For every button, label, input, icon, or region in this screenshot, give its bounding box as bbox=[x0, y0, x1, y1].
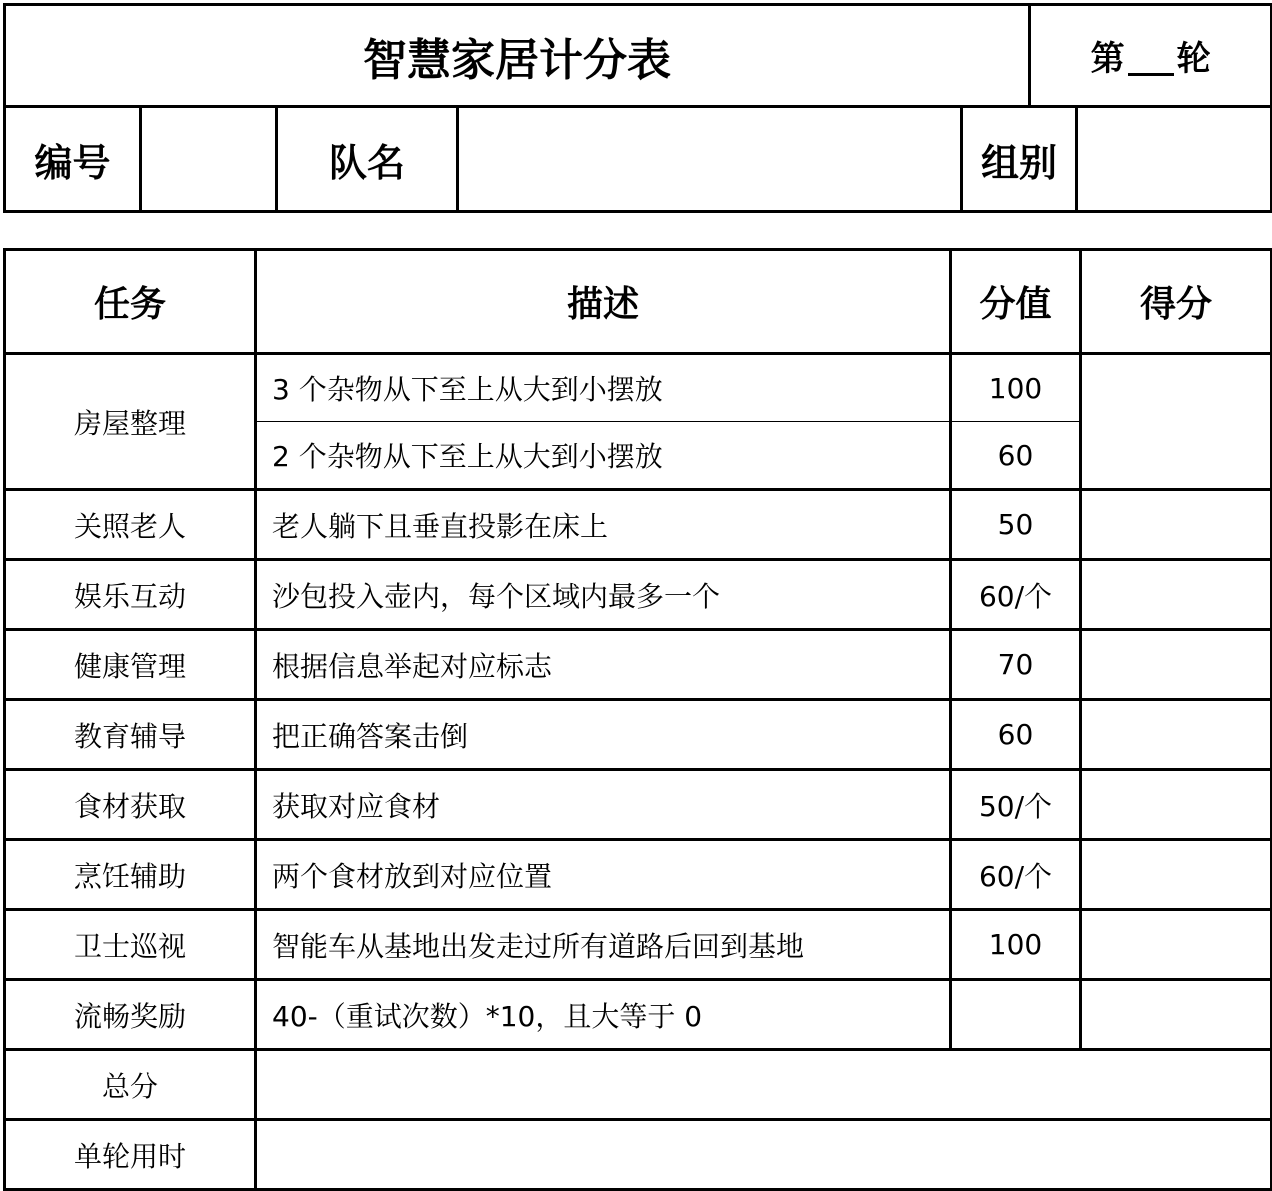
score-cell[interactable] bbox=[1081, 490, 1272, 560]
round-suffix: 轮 bbox=[1176, 39, 1211, 79]
table-header-row bbox=[5, 250, 1272, 354]
table-row bbox=[5, 840, 1272, 910]
round-field[interactable] bbox=[1030, 5, 1272, 107]
table-row bbox=[5, 770, 1272, 840]
points-cell: 100 bbox=[951, 354, 1081, 422]
task-cell: 房屋整理 bbox=[5, 354, 256, 490]
task-cell: 关照老人 bbox=[5, 490, 256, 560]
team-value-cell[interactable] bbox=[458, 107, 962, 212]
team-label: 队名 bbox=[277, 107, 458, 212]
table-row bbox=[5, 630, 1272, 700]
task-cell: 娱乐互动 bbox=[5, 560, 256, 630]
task-cell: 流畅奖励 bbox=[5, 980, 256, 1050]
score-cell[interactable] bbox=[1081, 700, 1272, 770]
round-blank[interactable] bbox=[1128, 73, 1174, 76]
number-value-cell[interactable] bbox=[141, 107, 277, 212]
description-cell: 沙包投入壶内，每个区域内最多一个 bbox=[256, 560, 951, 630]
table-row bbox=[5, 490, 1272, 560]
table-row bbox=[5, 980, 1272, 1050]
round-prefix: 第 bbox=[1090, 39, 1125, 79]
group-label: 组别 bbox=[962, 107, 1077, 212]
total-row bbox=[5, 1050, 1272, 1120]
total-value-cell[interactable] bbox=[256, 1050, 1272, 1120]
description-cell: 智能车从基地出发走过所有道路后回到基地 bbox=[256, 910, 951, 980]
table-row bbox=[5, 910, 1272, 980]
score-cell[interactable] bbox=[1081, 354, 1272, 490]
description-cell: 根据信息举起对应标志 bbox=[256, 630, 951, 700]
score-table bbox=[3, 248, 1272, 1191]
task-cell: 健康管理 bbox=[5, 630, 256, 700]
description-cell: 2 个杂物从下至上从大到小摆放 bbox=[256, 422, 951, 490]
points-cell: 50 bbox=[951, 490, 1081, 560]
total-label: 总分 bbox=[5, 1050, 256, 1120]
description-cell: 老人躺下且垂直投影在床上 bbox=[256, 490, 951, 560]
time-label: 单轮用时 bbox=[5, 1120, 256, 1190]
column-header-score: 得分 bbox=[1081, 250, 1272, 354]
score-cell[interactable] bbox=[1081, 560, 1272, 630]
time-row bbox=[5, 1120, 1272, 1190]
group-value-cell[interactable] bbox=[1077, 107, 1272, 212]
table-row bbox=[5, 354, 1272, 422]
column-header-points: 分值 bbox=[951, 250, 1081, 354]
table-row bbox=[5, 560, 1272, 630]
points-cell: 70 bbox=[951, 630, 1081, 700]
description-cell: 40-（重试次数）*10，且大等于 0 bbox=[256, 980, 951, 1050]
points-cell: 60/个 bbox=[951, 560, 1081, 630]
points-cell: 60/个 bbox=[951, 840, 1081, 910]
page-title: 智慧家居计分表 bbox=[5, 5, 1030, 107]
score-cell[interactable] bbox=[1081, 910, 1272, 980]
points-cell bbox=[951, 980, 1081, 1050]
description-cell: 两个食材放到对应位置 bbox=[256, 840, 951, 910]
score-cell[interactable] bbox=[1081, 770, 1272, 840]
description-cell: 把正确答案击倒 bbox=[256, 700, 951, 770]
points-cell: 60 bbox=[951, 700, 1081, 770]
time-value-cell[interactable] bbox=[256, 1120, 1272, 1190]
task-cell: 食材获取 bbox=[5, 770, 256, 840]
description-cell: 获取对应食材 bbox=[256, 770, 951, 840]
score-cell[interactable] bbox=[1081, 980, 1272, 1050]
task-cell: 烹饪辅助 bbox=[5, 840, 256, 910]
score-cell[interactable] bbox=[1081, 630, 1272, 700]
task-cell: 教育辅导 bbox=[5, 700, 256, 770]
points-cell: 60 bbox=[951, 422, 1081, 490]
task-cell: 卫士巡视 bbox=[5, 910, 256, 980]
column-header-task: 任务 bbox=[5, 250, 256, 354]
column-header-description: 描述 bbox=[256, 250, 951, 354]
description-cell: 3 个杂物从下至上从大到小摆放 bbox=[256, 354, 951, 422]
score-cell[interactable] bbox=[1081, 840, 1272, 910]
table-row bbox=[5, 700, 1272, 770]
number-label: 编号 bbox=[5, 107, 141, 212]
points-cell: 50/个 bbox=[951, 770, 1081, 840]
points-cell: 100 bbox=[951, 910, 1081, 980]
header-table bbox=[3, 3, 1272, 213]
